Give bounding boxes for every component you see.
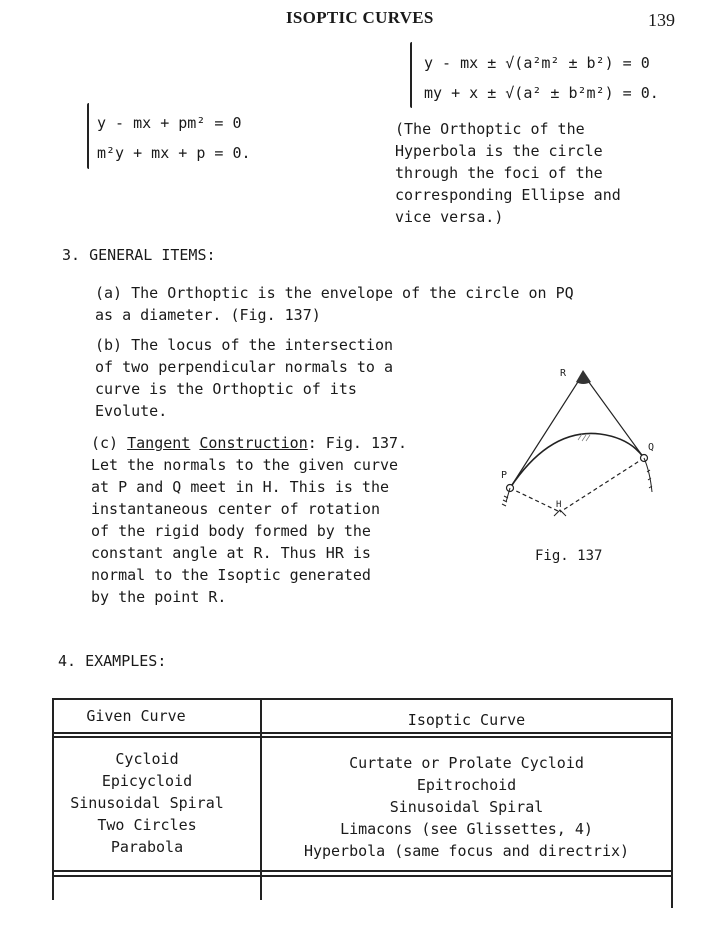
item-b-line: Evolute.: [95, 402, 168, 420]
item-c-suffix: : Fig. 137.: [307, 434, 408, 452]
item-b-line: curve is the Orthoptic of its: [95, 380, 357, 398]
table-cell: Limacons (see Glissettes, 4): [340, 820, 593, 838]
table-bottom-rule-2: [52, 875, 673, 877]
item-c-line: instantaneous center of rotation: [91, 500, 380, 518]
section-4-heading: 4. EXAMPLES:: [58, 652, 167, 670]
page-title: ISOPTIC CURVES: [286, 8, 434, 27]
item-b: [95, 334, 393, 422]
table-bottom-rule-1: [52, 870, 673, 872]
table-header-rule-1: [52, 732, 673, 734]
note-line: Hyperbola is the circle: [395, 142, 603, 160]
right-equations: [424, 52, 659, 104]
point-h-marker: [554, 510, 566, 516]
item-c-prefix: (c): [91, 434, 128, 452]
table-column-given: [54, 748, 240, 858]
note-line: vice versa.): [395, 208, 504, 226]
given-curve: [510, 433, 644, 488]
page-number: 139: [648, 10, 675, 30]
table-cell: Cycloid: [115, 750, 179, 768]
anchor-p: [502, 488, 510, 506]
table-right-rule: [671, 698, 673, 908]
item-c-line: normal to the Isoptic generated: [91, 566, 371, 584]
item-a: [95, 282, 574, 326]
table-cell: Epitrochoid: [416, 776, 517, 794]
normal-p: [510, 488, 560, 512]
line-rp: [510, 374, 583, 488]
label-h: H: [556, 500, 562, 510]
item-c-term-construction: Construction: [199, 434, 308, 452]
figure-caption: Fig. 137: [535, 548, 603, 564]
table-header-given-curve: Given Curve: [86, 707, 186, 725]
angle-marker-r: [576, 370, 591, 384]
item-c-term-tangent: Tangent: [127, 434, 191, 452]
table-cell: Epicycloid: [101, 772, 193, 790]
normal-q: [560, 458, 644, 512]
table-header-rule-2: [52, 736, 673, 738]
label-r: R: [560, 368, 567, 379]
table-cell: Hyperbola (same focus and directrix): [303, 842, 630, 860]
left-equation-1: y - mx + pm² = 0: [97, 114, 242, 132]
line-rq: [583, 374, 644, 458]
left-equation-brace: [87, 103, 89, 169]
table-cell: Sinusoidal Spiral: [70, 794, 224, 812]
table-cell: Two Circles: [97, 816, 197, 834]
table-cell: Sinusoidal Spiral: [389, 798, 544, 816]
item-c-first-line: [91, 432, 407, 454]
item-b-line: of two perpendicular normals to a: [95, 358, 394, 376]
item-c: [91, 432, 407, 608]
item-b-line: (b) The locus of the intersection: [95, 336, 394, 354]
item-c-line: Let the normals to the given curve: [91, 456, 399, 474]
right-equation-brace: [410, 42, 412, 108]
label-p: P: [501, 470, 508, 481]
anchor-q: [644, 458, 652, 492]
right-equation-1: y - mx ± √(a²m² ± b²) = 0: [424, 54, 650, 72]
note-line: corresponding Ellipse and: [395, 186, 621, 204]
item-c-line: constant angle at R. Thus HR is: [91, 544, 371, 562]
table-column-isoptic: [262, 752, 671, 862]
table-top-rule: [52, 698, 673, 700]
table-cell: Parabola: [110, 838, 184, 856]
note-line: (The Orthoptic of the: [395, 120, 585, 138]
right-equation-2: my + x ± √(a² ± b²m²) = 0.: [424, 84, 659, 102]
item-a-line: (a) The Orthoptic is the envelope of the circle on PQ: [95, 284, 574, 302]
table-header-isoptic-curve: Isoptic Curve: [407, 711, 526, 729]
item-c-line: of the rigid body formed by the: [91, 522, 371, 540]
section-3-heading: 3. GENERAL ITEMS:: [62, 246, 216, 264]
figure-137: [490, 360, 670, 535]
item-c-line: by the point R.: [91, 588, 227, 606]
left-equation-2: m²y + mx + p = 0.: [97, 144, 251, 162]
label-q: Q: [648, 442, 655, 453]
item-a-line: as a diameter. (Fig. 137): [95, 306, 321, 324]
table-cell: Curtate or Prolate Cycloid: [349, 754, 584, 772]
orthoptic-note: [395, 118, 621, 228]
note-line: through the foci of the: [395, 164, 603, 182]
left-equations: [97, 112, 251, 164]
item-c-line: at P and Q meet in H. This is the: [91, 478, 390, 496]
